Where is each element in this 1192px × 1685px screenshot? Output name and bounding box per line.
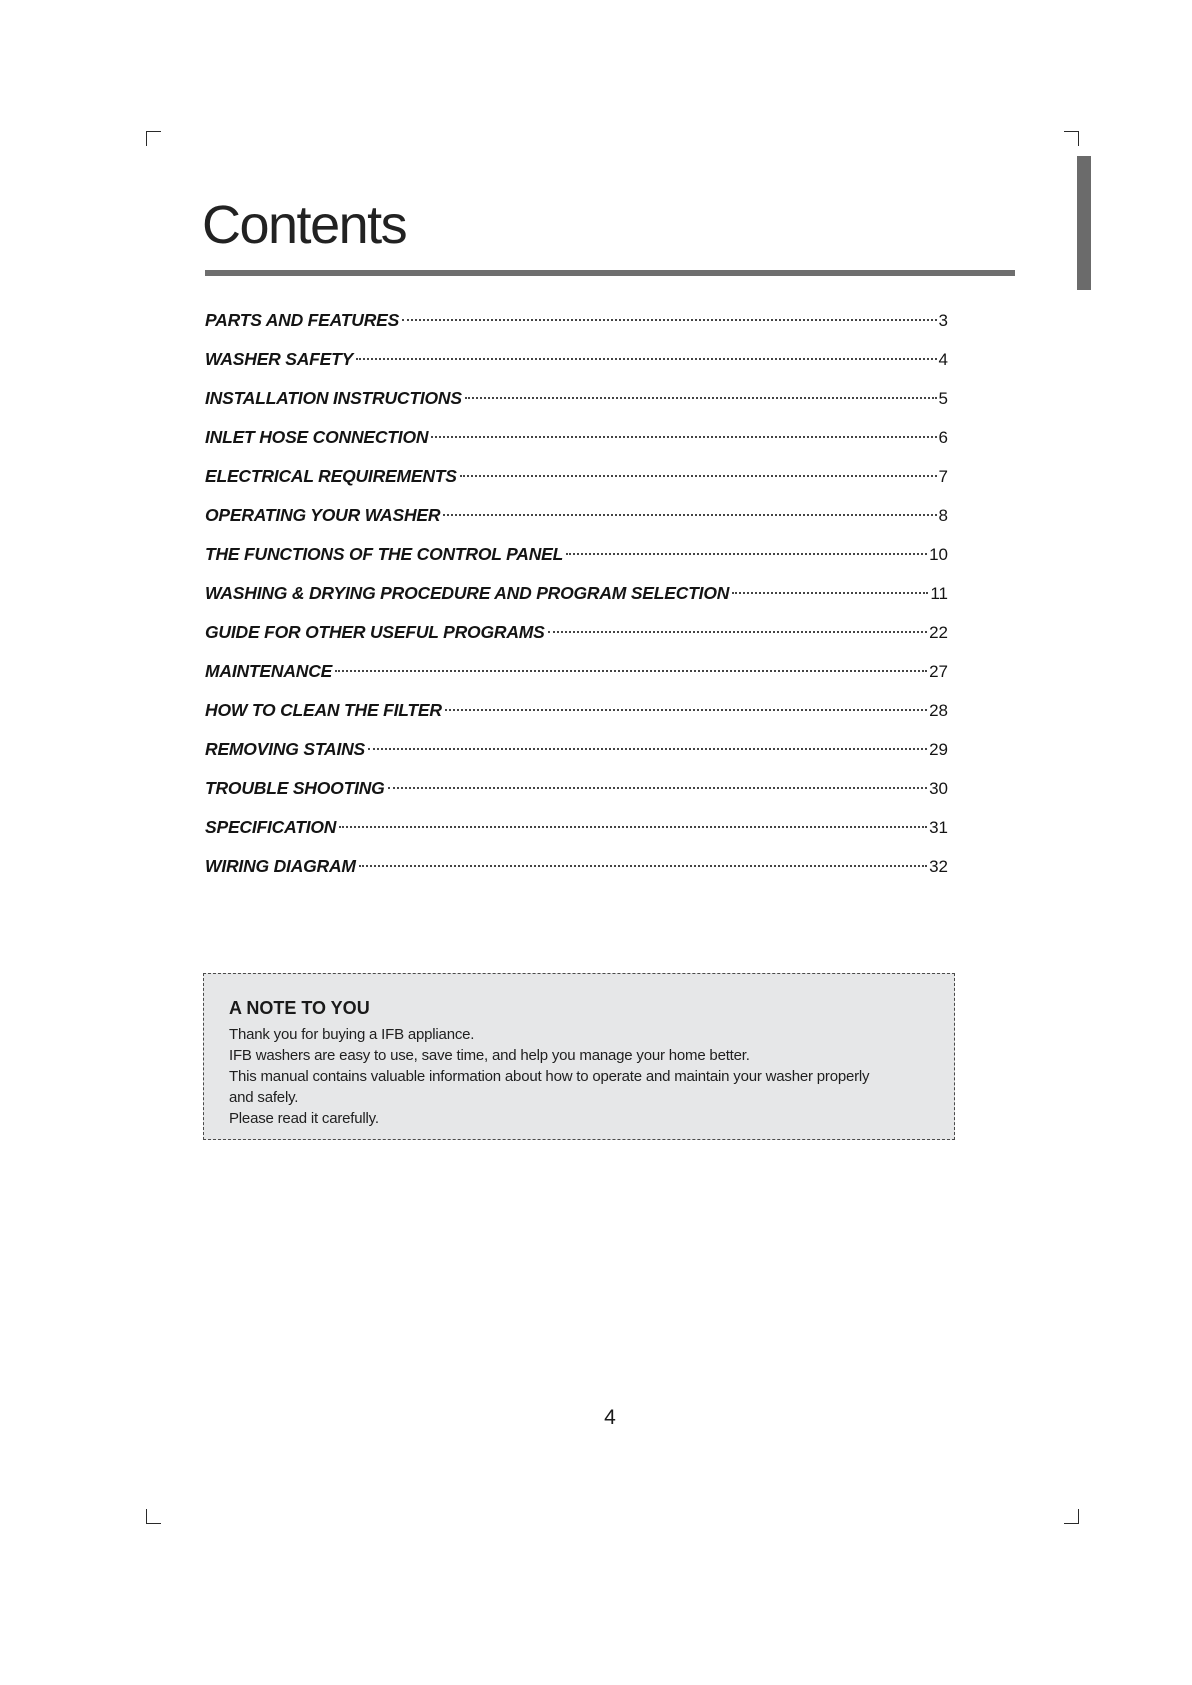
toc-entry-page: 7	[938, 467, 948, 486]
note-line: and safely.	[229, 1089, 299, 1106]
toc-dot-leader	[465, 397, 937, 399]
toc-entry	[205, 854, 948, 893]
toc-entry-page: 29	[929, 740, 948, 759]
toc-entry	[205, 581, 948, 620]
toc-entry	[205, 308, 948, 347]
toc-entry-page: 22	[929, 623, 948, 642]
note-title: A NOTE TO YOU	[229, 998, 370, 1018]
toc-entry	[205, 737, 948, 776]
toc-entry	[205, 386, 948, 425]
toc-entry	[205, 425, 948, 464]
toc-entry-title: WASHING & DRYING PROCEDURE AND PROGRAM SELECTION	[205, 583, 730, 603]
toc-entry-page: 11	[930, 584, 948, 603]
toc-dot-leader	[732, 592, 928, 594]
section-tab-marker	[1077, 156, 1091, 290]
toc-dot-leader	[460, 475, 937, 477]
toc-entry-title: HOW TO CLEAN THE FILTER	[205, 700, 442, 720]
toc-entry	[205, 464, 948, 503]
toc-entry-page: 32	[929, 857, 948, 876]
note-line: This manual contains valuable information about how to operate and maintain your washer properly	[229, 1068, 870, 1085]
note-line: IFB washers are easy to use, save time, and help you manage your home better.	[229, 1047, 750, 1064]
toc-dot-leader	[431, 436, 936, 438]
toc-entry-page: 8	[938, 506, 948, 525]
toc-entry-title: SPECIFICATION	[205, 817, 337, 837]
toc-entry-title: MAINTENANCE	[205, 661, 333, 681]
toc-entry-title: INSTALLATION INSTRUCTIONS	[205, 388, 462, 408]
toc-dot-leader	[388, 787, 928, 789]
toc-entry	[205, 815, 948, 854]
page-title: Contents	[202, 195, 407, 255]
toc-dot-leader	[445, 709, 927, 711]
toc-entry-title: REMOVING STAINS	[205, 739, 366, 759]
toc-entry-page: 5	[938, 389, 948, 408]
toc-entry-title: TROUBLE SHOOTING	[205, 778, 385, 798]
toc-entry-page: 28	[929, 701, 948, 720]
toc-entry	[205, 620, 948, 659]
page-number: 4	[604, 1406, 616, 1429]
crop-mark-bottom-left	[146, 1509, 161, 1524]
toc-entry-page: 4	[938, 350, 948, 369]
note-box	[203, 973, 955, 1140]
toc-entry	[205, 542, 948, 581]
toc-entry-title: THE FUNCTIONS OF THE CONTROL PANEL	[205, 544, 564, 564]
toc-entry-page: 31	[929, 818, 948, 837]
toc-dot-leader	[356, 358, 936, 360]
crop-mark-top-left	[146, 131, 161, 146]
toc-entry-title: GUIDE FOR OTHER USEFUL PROGRAMS	[205, 622, 545, 642]
toc-entry-page: 10	[929, 545, 948, 564]
toc-entry-title: PARTS AND FEATURES	[205, 310, 400, 330]
note-line: Please read it carefully.	[229, 1110, 379, 1127]
toc-dot-leader	[335, 670, 927, 672]
toc-entry-title: OPERATING YOUR WASHER	[205, 505, 441, 525]
toc-entry	[205, 503, 948, 542]
title-rule	[205, 270, 1015, 276]
toc-dot-leader	[443, 514, 936, 516]
toc-dot-leader	[339, 826, 927, 828]
toc-entry-page: 30	[929, 779, 948, 798]
toc-dot-leader	[359, 865, 927, 867]
toc-entry	[205, 776, 948, 815]
toc-entry-page: 27	[929, 662, 948, 681]
toc-entry-title: WIRING DIAGRAM	[205, 856, 356, 876]
note-line: Thank you for buying a IFB appliance.	[229, 1026, 475, 1043]
toc-dot-leader	[368, 748, 927, 750]
toc-dot-leader	[566, 553, 927, 555]
toc-entry-page: 3	[938, 311, 948, 330]
toc-dot-leader	[402, 319, 936, 321]
table-of-contents	[205, 308, 948, 893]
crop-mark-bottom-right	[1064, 1509, 1079, 1524]
toc-entry	[205, 698, 948, 737]
crop-mark-top-right	[1064, 131, 1079, 146]
toc-dot-leader	[548, 631, 927, 633]
toc-entry-title: WASHER SAFETY	[205, 349, 354, 369]
toc-entry-title: ELECTRICAL REQUIREMENTS	[205, 466, 457, 486]
toc-entry	[205, 347, 948, 386]
toc-entry-page: 6	[938, 428, 948, 447]
toc-entry	[205, 659, 948, 698]
toc-entry-title: INLET HOSE CONNECTION	[205, 427, 429, 447]
